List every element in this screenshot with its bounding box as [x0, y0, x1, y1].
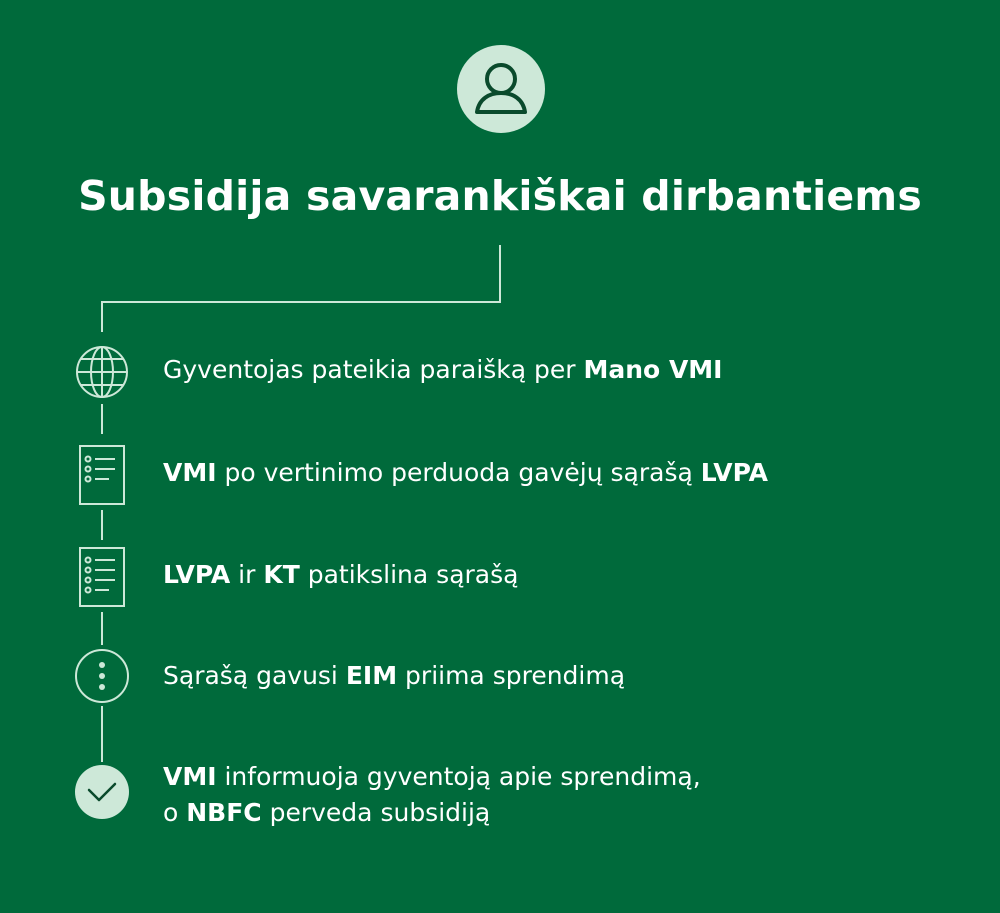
step-2-text: VMI po vertinimo perduoda gavėjų sąrašą LVPA: [163, 458, 768, 487]
step-1-text: Gyventojas pateikia paraišką per Mano VMI: [163, 355, 723, 384]
more-vertical-dots-icon: [74, 646, 130, 706]
step-3-text: LVPA ir KT patikslina sąrašą: [163, 560, 519, 589]
title-connector: [102, 245, 500, 332]
step-4-text: Sąrašą gavusi EIM priima sprendimą: [163, 661, 626, 690]
document-list-icon: [74, 546, 130, 606]
step-5-text: [163, 759, 701, 831]
globe-icon: [74, 342, 130, 402]
step-5-line-1: VMI informuoja gyventoją apie sprendimą,: [163, 762, 701, 791]
document-list-icon: [74, 444, 130, 504]
page-title: Subsidija savarankiškai dirbantiems: [78, 172, 922, 220]
step-5-line-2: o NBFC perveda subsidiją: [163, 798, 491, 827]
check-icon: [74, 763, 130, 823]
person-icon: [457, 45, 545, 133]
